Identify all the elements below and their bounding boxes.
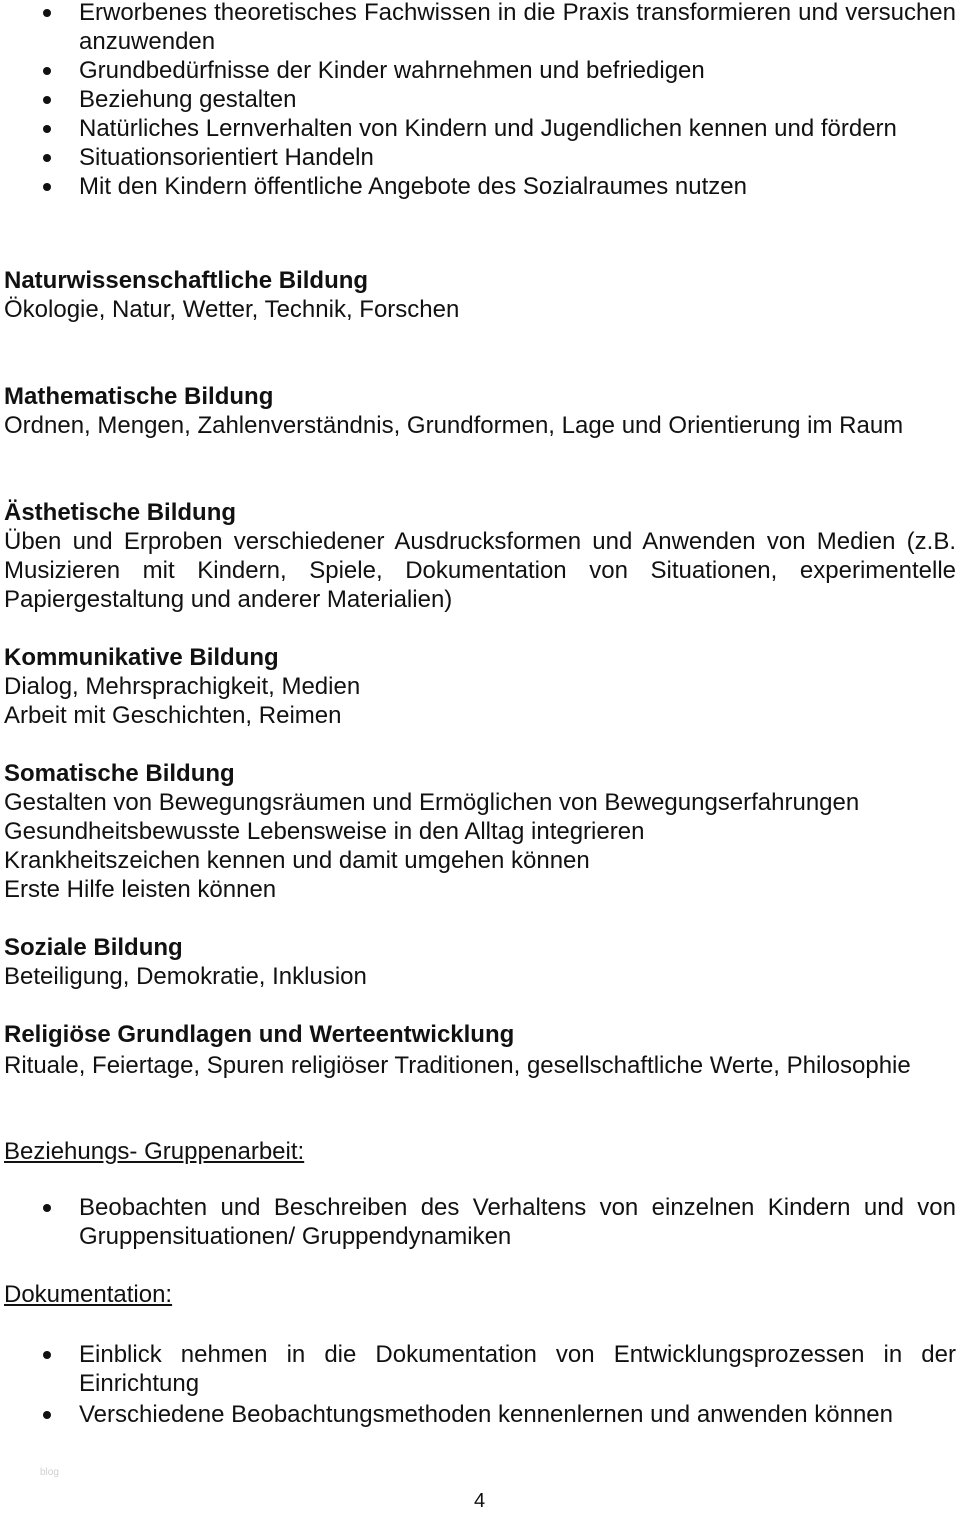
list-item: Einblick nehmen in die Dokumentation von Entwicklungsprozessen in der Einrichtung xyxy=(0,1340,956,1398)
section-heading: Somatische Bildung xyxy=(4,760,235,787)
section-somatik xyxy=(4,759,956,904)
section-text: Ordnen, Mengen, Zahlenverständnis, Grundformen, Lage und Orientierung im Raum xyxy=(4,412,904,439)
bullet-icon xyxy=(43,67,51,75)
section-kommunikation xyxy=(4,643,956,730)
list-item: Situationsorientiert Handeln xyxy=(0,143,956,172)
competency-list xyxy=(0,0,956,201)
section-heading: Kommunikative Bildung xyxy=(4,644,279,671)
list-item: Mit den Kindern öffentliche Angebote des Sozialraumes nutzen xyxy=(0,172,956,201)
section-heading: Mathematische Bildung xyxy=(4,383,274,410)
section-text: Krankheitszeichen kennen und damit umgehen können xyxy=(4,847,590,874)
section-text: Gestalten von Bewegungsräumen und Ermöglichen von Bewegungserfahrungen xyxy=(4,789,860,816)
section-text: Ökologie, Natur, Wetter, Technik, Forschen xyxy=(4,296,460,323)
dokumentation-list xyxy=(0,1340,956,1429)
gruppenarbeit-list xyxy=(0,1193,956,1251)
section-natur xyxy=(4,266,956,324)
section-text: Üben und Erproben verschiedener Ausdrucksformen und Anwenden von Medien (z.B. Musizieren mit Kindern, Spiele, Dokumentation von Situationen, experimentelle Papiergestaltung und anderer Materialien) xyxy=(4,528,956,613)
list-item: Erworbenes theoretisches Fachwissen in die Praxis transformieren und versuchen anzuwenden xyxy=(0,0,956,56)
section-mathe xyxy=(4,382,956,440)
bullet-icon xyxy=(43,1411,51,1419)
gruppenarbeit-title: Beziehungs- Gruppenarbeit: xyxy=(4,1138,305,1165)
list-item: Natürliches Lernverhalten von Kindern und Jugendlichen kennen und fördern xyxy=(0,114,956,143)
section-sozial xyxy=(4,933,956,991)
section-heading: Naturwissenschaftliche Bildung xyxy=(4,267,369,294)
section-text: Rituale, Feiertage, Spuren religiöser Traditionen, gesellschaftliche Werte, Philosophie xyxy=(4,1052,911,1079)
page-number: 4 xyxy=(474,1490,486,1512)
list-item: Beobachten und Beschreiben des Verhaltens von einzelnen Kindern und von Gruppensituationen/ Gruppendynamiken xyxy=(0,1193,956,1251)
section-religion xyxy=(4,1020,956,1083)
list-item: Beziehung gestalten xyxy=(0,85,956,114)
section-aesthetik xyxy=(4,498,956,614)
list-item: Verschiedene Beobachtungsmethoden kennenlernen und anwenden können xyxy=(0,1400,956,1429)
bullet-icon xyxy=(43,154,51,162)
section-text: Erste Hilfe leisten können xyxy=(4,876,277,903)
list-item: Grundbedürfnisse der Kinder wahrnehmen und befriedigen xyxy=(0,56,956,85)
bullet-icon xyxy=(43,183,51,191)
bullet-icon xyxy=(43,1204,51,1212)
dokumentation-title: Dokumentation: xyxy=(4,1281,173,1308)
section-heading: Religiöse Grundlagen und Werteentwicklung xyxy=(4,1021,515,1048)
section-heading: Soziale Bildung xyxy=(4,934,183,961)
section-text: Dialog, Mehrsprachigkeit, Medien xyxy=(4,673,361,700)
section-text: Arbeit mit Geschichten, Reimen xyxy=(4,702,342,729)
bullet-icon xyxy=(43,9,51,17)
watermark: blog xyxy=(40,1467,59,1478)
bullet-icon xyxy=(43,96,51,104)
section-heading: Ästhetische Bildung xyxy=(4,499,237,526)
bullet-icon xyxy=(43,1351,51,1359)
section-text: Beteiligung, Demokratie, Inklusion xyxy=(4,963,367,990)
section-text: Gesundheitsbewusste Lebensweise in den Alltag integrieren xyxy=(4,818,645,845)
bullet-icon xyxy=(43,125,51,133)
